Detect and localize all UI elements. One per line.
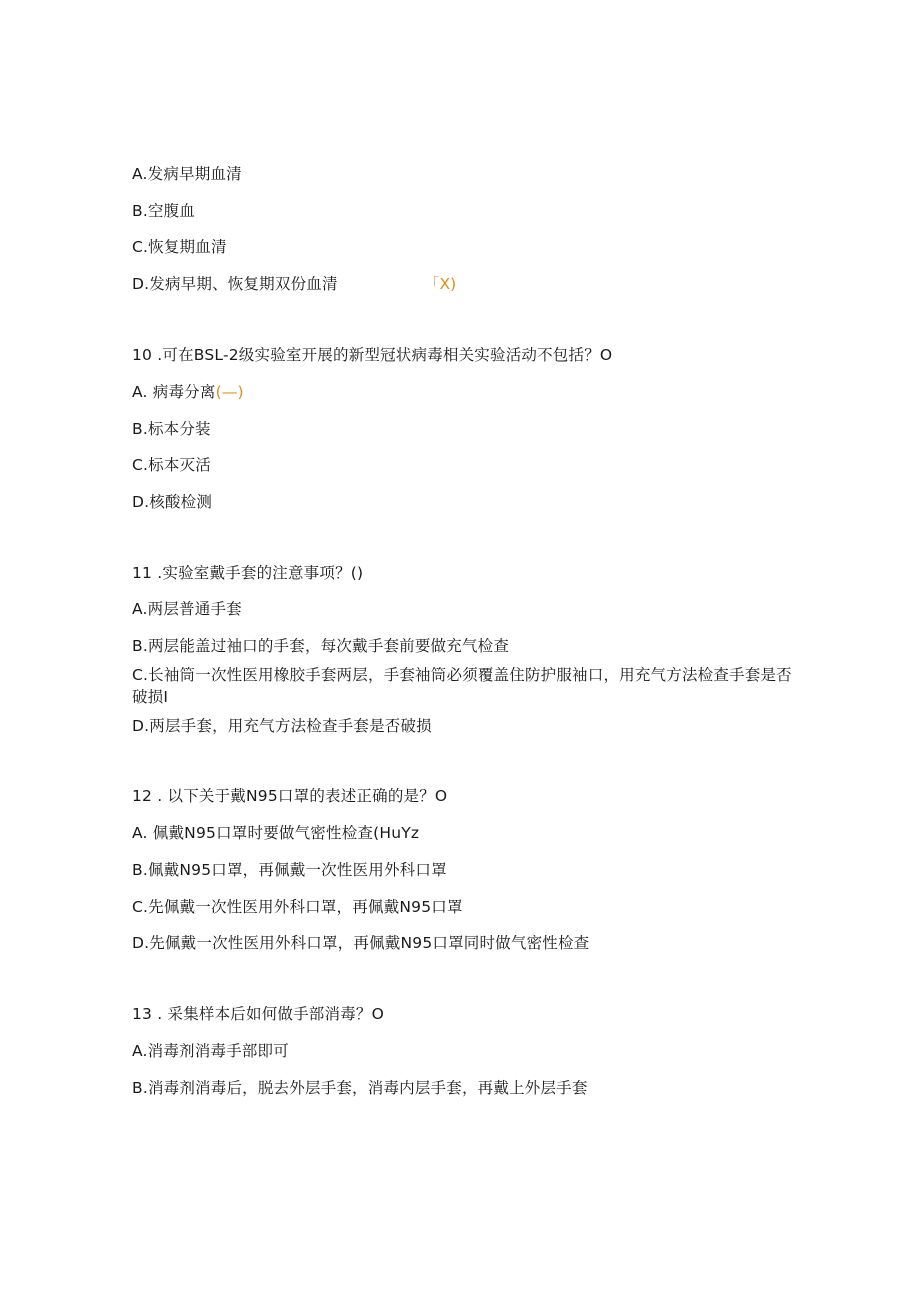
q10-option-a-text: A. 病毒分离 <box>132 383 216 401</box>
q12-option-a: A. 佩戴N95口罩时要做气密性检查(HuYz <box>132 824 420 842</box>
q10-option-c: C.标本灭活 <box>132 456 211 474</box>
q11-option-b: B.两层能盖过袖口的手套，每次戴手套前要做充气检查 <box>132 637 510 655</box>
question-13: 13 . 采集样本后如何做手部消毒？O <box>132 1005 385 1023</box>
question-10: 10 .可在BSL-2级实验室开展的新型冠状病毒相关实验活动不包括？O <box>132 346 613 364</box>
q13-option-a: A.消毒剂消毒手部即可 <box>132 1042 289 1060</box>
q13-option-b: B.消毒剂消毒后，脱去外层手套，消毒内层手套，再戴上外层手套 <box>132 1079 588 1097</box>
q10-option-a <box>132 381 244 403</box>
question-11: 11 .实验室戴手套的注意事项？() <box>132 564 364 582</box>
option-a: A.发病早期血清 <box>132 165 242 183</box>
q12-option-c: C.先佩戴一次性医用外科口罩，再佩戴N95口罩 <box>132 898 463 916</box>
option-b: B.空腹血 <box>132 202 196 220</box>
q10-option-a-mark: (—) <box>215 383 244 401</box>
q12-option-b: B.佩戴N95口罩，再佩戴一次性医用外科口罩 <box>132 861 447 879</box>
q11-option-c: C.长袖筒一次性医用橡胶手套两层，手套袖筒必须覆盖住防护服袖口，用充气方法检查手套是否破损I <box>132 666 792 706</box>
q11-option-d: D.两层手套，用充气方法检查手套是否破损 <box>132 717 432 735</box>
q12-option-d: D.先佩戴一次性医用外科口罩，再佩戴N95口罩同时做气密性检查 <box>132 934 590 952</box>
q10-option-b: B.标本分装 <box>132 420 211 438</box>
q11-option-a: A.两层普通手套 <box>132 600 242 618</box>
question-12: 12 . 以下关于戴N95口罩的表述正确的是？O <box>132 787 448 805</box>
q10-option-d: D.核酸检测 <box>132 493 213 511</box>
answer-mark: 「X) <box>424 275 457 293</box>
option-c: C.恢复期血清 <box>132 238 227 256</box>
option-d: D.发病早期、恢复期双份血清 <box>132 275 338 293</box>
